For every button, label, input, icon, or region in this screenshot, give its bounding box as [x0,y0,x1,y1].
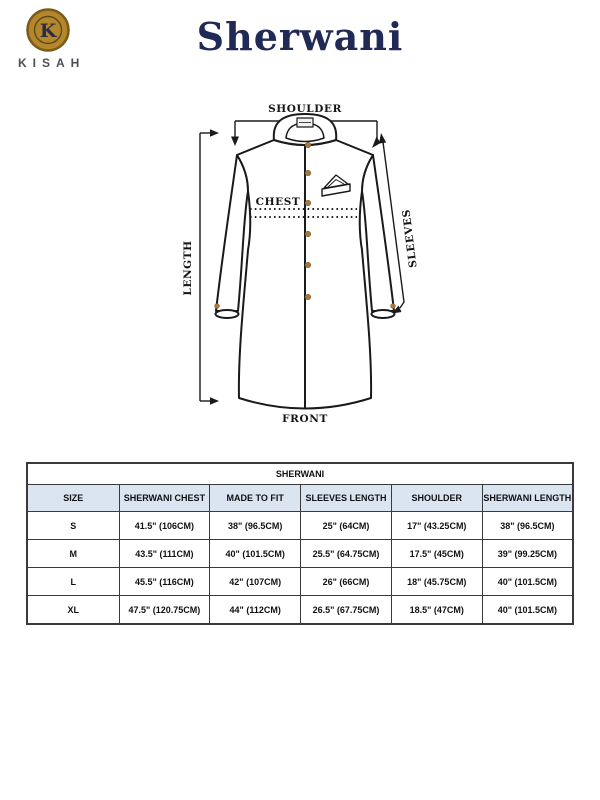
table-body [27,512,573,625]
table-cell: 40" (101.5CM) [482,568,573,596]
table-cell: 17.5" (45CM) [391,540,482,568]
table-cell: 43.5" (111CM) [119,540,210,568]
sherwani-measurement-diagram [150,88,460,446]
length-label: LENGTH [182,240,194,296]
table-cell: 39" (99.25CM) [482,540,573,568]
table-cell: 26.5" (67.75CM) [301,596,392,625]
column-header-row [27,485,573,512]
table-row [27,596,573,625]
table-cell: XL [27,596,119,625]
brand-name: KISAH [18,56,86,70]
table-cell: 18.5" (47CM) [391,596,482,625]
table-cell: 25.5" (64.75CM) [301,540,392,568]
table-cell: M [27,540,119,568]
table-cell: 25" (64CM) [301,512,392,540]
table-title: SHERWANI [27,463,573,485]
table-row [27,568,573,596]
chest-label: CHEST [255,196,301,208]
table-cell: 17" (43.25CM) [391,512,482,540]
table-cell: 44" (112CM) [210,596,301,625]
column-header: SLEEVES LENGTH [301,485,392,512]
column-header: SHERWANI LENGTH [482,485,573,512]
table-cell: 41.5" (106CM) [119,512,210,540]
column-header: SHOULDER [391,485,482,512]
table-cell: 40" (101.5CM) [482,596,573,625]
svg-text:K: K [39,20,57,42]
table-cell: 45.5" (116CM) [119,568,210,596]
table-cell: 47.5" (120.75CM) [119,596,210,625]
column-header: SHERWANI CHEST [119,485,210,512]
table-row [27,512,573,540]
front-label: FRONT [282,413,328,425]
size-chart-table [26,462,574,625]
table-cell: 42" (107CM) [210,568,301,596]
column-header: MADE TO FIT [210,485,301,512]
size-chart [26,462,574,625]
table-cell: 38" (96.5CM) [210,512,301,540]
table-cell: S [27,512,119,540]
table-cell: 38" (96.5CM) [482,512,573,540]
table-title-row [27,463,573,485]
page-title: Sherwani [196,14,404,59]
column-header: SIZE [27,485,119,512]
table-cell: 40" (101.5CM) [210,540,301,568]
table-cell: L [27,568,119,596]
shoulder-label: SHOULDER [268,103,342,115]
table-cell: 18" (45.75CM) [391,568,482,596]
table-row [27,540,573,568]
table-cell: 26" (66CM) [301,568,392,596]
sleeves-label: SLEEVES [400,208,420,269]
sherwani-outline [216,114,395,409]
